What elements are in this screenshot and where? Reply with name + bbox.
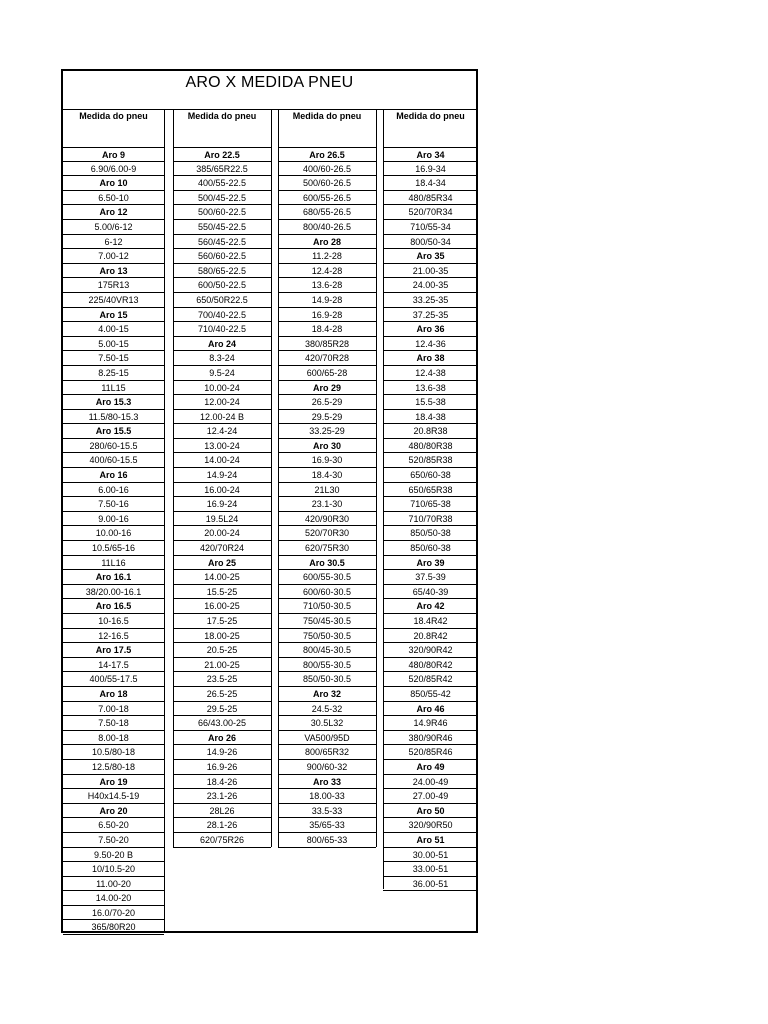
tire-size-cell: 550/45-22.5 — [173, 220, 271, 235]
tire-size-cell: 27.00-49 — [383, 789, 478, 804]
tire-size-cell: 850/50-38 — [383, 526, 478, 541]
tire-size-cell: 710/70R38 — [383, 512, 478, 527]
rim-size-heading: Aro 18 — [63, 687, 164, 702]
tire-size-cell: 500/60-26.5 — [278, 176, 376, 191]
rim-size-heading: Aro 16.5 — [63, 599, 164, 614]
tire-size-cell: 6.90/6.00-9 — [63, 162, 164, 177]
tire-size-cell: 12.5/80-18 — [63, 760, 164, 775]
tire-size-cell: 380/85R28 — [278, 337, 376, 352]
tire-size-cell: 11L15 — [63, 381, 164, 396]
tire-size-cell: 400/60-26.5 — [278, 162, 376, 177]
column-header: Medida do pneu — [187, 111, 257, 121]
rim-size-heading: Aro 15 — [63, 308, 164, 323]
tire-size-cell: 35/65-33 — [278, 818, 376, 833]
tire-size-cell: 37.25-35 — [383, 308, 478, 323]
tire-size-cell: 33.5-33 — [278, 804, 376, 819]
tire-size-cell: 11.2-28 — [278, 249, 376, 264]
tire-size-cell: 7.50-18 — [63, 716, 164, 731]
tire-size-cell: 14.00-20 — [63, 891, 164, 906]
rim-size-heading: Aro 20 — [63, 804, 164, 819]
column-divider — [278, 109, 279, 847]
tire-size-cell: 10/10.5-20 — [63, 862, 164, 877]
tire-size-cell: 700/40-22.5 — [173, 308, 271, 323]
tire-size-cell: 20.8R42 — [383, 629, 478, 644]
tire-size-cell: 21.00-25 — [173, 658, 271, 673]
tire-size-cell: 12.00-24 — [173, 395, 271, 410]
tire-size-cell: 600/55-30.5 — [278, 570, 376, 585]
tire-size-cell: 600/50-22.5 — [173, 278, 271, 293]
tire-size-cell: 280/60-15.5 — [63, 439, 164, 454]
tire-size-cell: 620/75R30 — [278, 541, 376, 556]
tire-size-cell: 710/65-38 — [383, 497, 478, 512]
tire-size-cell: 650/60-38 — [383, 468, 478, 483]
rim-size-heading: Aro 28 — [278, 235, 376, 250]
tire-size-cell: 520/85R46 — [383, 745, 478, 760]
tire-size-cell: 23.5-25 — [173, 672, 271, 687]
tire-size-cell: 800/65R32 — [278, 745, 376, 760]
tire-size-cell: 850/55-42 — [383, 687, 478, 702]
tire-size-table — [61, 69, 478, 933]
tire-size-cell: 18.4-38 — [383, 410, 478, 425]
rim-size-heading: Aro 39 — [383, 556, 478, 571]
rim-size-heading: Aro 15.3 — [63, 395, 164, 410]
rim-size-heading: Aro 49 — [383, 760, 478, 775]
tire-size-cell: 14.9-26 — [173, 745, 271, 760]
tire-size-cell: 7.50-15 — [63, 351, 164, 366]
tire-size-cell: 4.00-15 — [63, 322, 164, 337]
tire-size-cell: 6.00-16 — [63, 483, 164, 498]
tire-size-cell: 18.4-26 — [173, 775, 271, 790]
tire-size-cell: 9.5-24 — [173, 366, 271, 381]
tire-size-cell: 6.50-10 — [63, 191, 164, 206]
tire-size-cell: 13.6-28 — [278, 278, 376, 293]
tire-size-cell: 10.5/65-16 — [63, 541, 164, 556]
tire-size-cell: 26.5-25 — [173, 687, 271, 702]
rim-size-heading: Aro 30.5 — [278, 556, 376, 571]
tire-size-cell: 400/55-22.5 — [173, 176, 271, 191]
tire-size-cell: 14-17.5 — [63, 658, 164, 673]
tire-size-cell: 30.5L32 — [278, 716, 376, 731]
rim-size-heading: Aro 35 — [383, 249, 478, 264]
tire-size-cell: 14.00-25 — [173, 570, 271, 585]
rim-size-heading: Aro 30 — [278, 439, 376, 454]
tire-size-cell: 175R13 — [63, 278, 164, 293]
tire-size-cell: 500/45-22.5 — [173, 191, 271, 206]
tire-size-cell: 20.5-25 — [173, 643, 271, 658]
tire-size-cell: 850/50-30.5 — [278, 672, 376, 687]
tire-size-cell: 20.00-24 — [173, 526, 271, 541]
tire-size-cell: 16.9-28 — [278, 308, 376, 323]
rim-size-heading: Aro 51 — [383, 833, 478, 848]
rim-size-heading: Aro 33 — [278, 775, 376, 790]
tire-size-cell: 28L26 — [173, 804, 271, 819]
tire-size-cell: 16.9-30 — [278, 453, 376, 468]
column-header: Medida do pneu — [79, 111, 148, 121]
tire-size-cell: 420/70R28 — [278, 351, 376, 366]
tire-size-cell: 750/50-30.5 — [278, 629, 376, 644]
tire-size-cell: 16.00-25 — [173, 599, 271, 614]
tire-size-cell: 710/40-22.5 — [173, 322, 271, 337]
tire-size-cell: 800/45-30.5 — [278, 643, 376, 658]
tire-size-cell: 29.5-29 — [278, 410, 376, 425]
tire-size-cell: 225/40VR13 — [63, 293, 164, 308]
column-header: Medida do pneu — [292, 111, 362, 121]
tire-size-cell: 21L30 — [278, 483, 376, 498]
tire-size-cell: 650/65R38 — [383, 483, 478, 498]
rim-size-heading: Aro 16 — [63, 468, 164, 483]
rim-size-heading: Aro 26.5 — [278, 147, 376, 162]
rim-size-heading: Aro 50 — [383, 804, 478, 819]
tire-size-cell: 26.5-29 — [278, 395, 376, 410]
tire-size-cell: 620/75R26 — [173, 833, 271, 848]
tire-size-cell: 560/60-22.5 — [173, 249, 271, 264]
column-rows — [278, 147, 376, 848]
tire-size-cell: 18.00-25 — [173, 629, 271, 644]
rim-size-heading: Aro 16.1 — [63, 570, 164, 585]
tire-size-cell: 36.00-51 — [383, 877, 478, 892]
tire-size-cell: 800/65-33 — [278, 833, 376, 848]
rim-size-heading: Aro 38 — [383, 351, 478, 366]
column-divider — [271, 109, 272, 847]
rim-size-heading: Aro 32 — [278, 687, 376, 702]
tire-size-cell: 8.3-24 — [173, 351, 271, 366]
column-divider — [383, 109, 384, 889]
tire-size-cell: 8.00-18 — [63, 731, 164, 746]
rim-size-heading: Aro 12 — [63, 205, 164, 220]
tire-size-cell: 10-16.5 — [63, 614, 164, 629]
tire-size-cell: 7.50-16 — [63, 497, 164, 512]
tire-size-cell: 800/50-34 — [383, 235, 478, 250]
tire-size-cell: 600/60-30.5 — [278, 585, 376, 600]
tire-size-cell: 33.25-29 — [278, 424, 376, 439]
tire-size-cell: 15.5-38 — [383, 395, 478, 410]
tire-size-cell: 12.4-36 — [383, 337, 478, 352]
tire-size-cell: 5.00/6-12 — [63, 220, 164, 235]
rim-size-heading: Aro 24 — [173, 337, 271, 352]
tire-size-cell: 480/80R38 — [383, 439, 478, 454]
column-rows — [383, 147, 478, 891]
tire-size-cell: 580/65-22.5 — [173, 264, 271, 279]
rim-size-heading: Aro 22.5 — [173, 147, 271, 162]
tire-size-cell: 600/65-28 — [278, 366, 376, 381]
tire-size-cell: 6-12 — [63, 235, 164, 250]
tire-size-cell: 12-16.5 — [63, 629, 164, 644]
tire-size-cell: 15.5-25 — [173, 585, 271, 600]
tire-size-cell: 18.4-28 — [278, 322, 376, 337]
tire-size-cell: 14.9-28 — [278, 293, 376, 308]
tire-size-cell: 710/55-34 — [383, 220, 478, 235]
tire-size-cell: 400/55-17.5 — [63, 672, 164, 687]
rim-size-heading: Aro 29 — [278, 381, 376, 396]
tire-size-cell: 520/85R42 — [383, 672, 478, 687]
tire-size-cell: 480/85R34 — [383, 191, 478, 206]
tire-size-cell: 16.9-34 — [383, 162, 478, 177]
tire-size-cell: 5.00-15 — [63, 337, 164, 352]
tire-size-cell: 14.9R46 — [383, 716, 478, 731]
tire-size-cell: 800/55-30.5 — [278, 658, 376, 673]
tire-size-cell: 38/20.00-16.1 — [63, 585, 164, 600]
tire-size-cell: 520/70R30 — [278, 526, 376, 541]
tire-size-cell: 320/90R42 — [383, 643, 478, 658]
rim-size-heading: Aro 10 — [63, 176, 164, 191]
tire-size-cell: 420/70R24 — [173, 541, 271, 556]
tire-size-cell: 600/55-26.5 — [278, 191, 376, 206]
tire-size-cell: 480/80R42 — [383, 658, 478, 673]
tire-size-cell: VA500/95D — [278, 731, 376, 746]
tire-size-cell: 30.00-51 — [383, 848, 478, 863]
tire-size-cell: 33.25-35 — [383, 293, 478, 308]
tire-size-cell: 24.00-35 — [383, 278, 478, 293]
tire-size-cell: 10.5/80-18 — [63, 745, 164, 760]
tire-size-cell: 900/60-32 — [278, 760, 376, 775]
column-rows — [63, 147, 164, 935]
tire-size-cell: 37.5-39 — [383, 570, 478, 585]
tire-size-cell: 9.00-16 — [63, 512, 164, 527]
rim-size-heading: Aro 19 — [63, 775, 164, 790]
column-divider — [164, 109, 165, 933]
tire-size-cell: 7.00-18 — [63, 702, 164, 717]
tire-size-cell: 10.00-24 — [173, 381, 271, 396]
tire-size-cell: 420/90R30 — [278, 512, 376, 527]
tire-size-cell: 650/50R22.5 — [173, 293, 271, 308]
tire-size-cell: 10.00-16 — [63, 526, 164, 541]
rim-size-heading: Aro 17.5 — [63, 643, 164, 658]
tire-size-cell: 18.00-33 — [278, 789, 376, 804]
tire-size-cell: 24.00-49 — [383, 775, 478, 790]
tire-size-cell: 680/55-26.5 — [278, 205, 376, 220]
rim-size-heading: Aro 9 — [63, 147, 164, 162]
tire-size-cell: 14.9-24 — [173, 468, 271, 483]
tire-size-cell: 12.4-28 — [278, 264, 376, 279]
rim-size-heading: Aro 34 — [383, 147, 478, 162]
tire-size-cell: 28.1-26 — [173, 818, 271, 833]
tire-size-cell: 12.00-24 B — [173, 410, 271, 425]
tire-size-cell: 18.4-30 — [278, 468, 376, 483]
tire-size-cell: 23.1-26 — [173, 789, 271, 804]
tire-size-cell: 800/40-26.5 — [278, 220, 376, 235]
tire-size-cell: 17.5-25 — [173, 614, 271, 629]
rim-size-heading: Aro 13 — [63, 264, 164, 279]
tire-size-cell: 520/70R34 — [383, 205, 478, 220]
tire-size-cell: 13.6-38 — [383, 381, 478, 396]
column-header: Medida do pneu — [396, 111, 465, 121]
rim-size-heading: Aro 36 — [383, 322, 478, 337]
tire-size-cell: 8.25-15 — [63, 366, 164, 381]
tire-size-cell: 850/60-38 — [383, 541, 478, 556]
tire-size-cell: 520/85R38 — [383, 453, 478, 468]
tire-size-cell: 400/60-15.5 — [63, 453, 164, 468]
column-rows — [173, 147, 271, 848]
tire-size-cell: 13.00-24 — [173, 439, 271, 454]
tire-size-cell: 7.00-12 — [63, 249, 164, 264]
tire-size-cell: 65/40-39 — [383, 585, 478, 600]
tire-size-cell: 365/80R20 — [63, 920, 164, 935]
tire-size-cell: 19.5L24 — [173, 512, 271, 527]
tire-size-cell: 16.9-24 — [173, 497, 271, 512]
rim-size-heading: Aro 42 — [383, 599, 478, 614]
tire-size-cell: 23.1-30 — [278, 497, 376, 512]
tire-size-cell: 560/45-22.5 — [173, 235, 271, 250]
tire-size-cell: 11.00-20 — [63, 877, 164, 892]
tire-size-cell: 500/60-22.5 — [173, 205, 271, 220]
tire-size-cell: 24.5-32 — [278, 702, 376, 717]
tire-size-cell: 29.5-25 — [173, 702, 271, 717]
tire-size-cell: 66/43.00-25 — [173, 716, 271, 731]
tire-size-cell: 9.50-20 B — [63, 848, 164, 863]
tire-size-cell: 750/45-30.5 — [278, 614, 376, 629]
tire-size-cell: 12.4-24 — [173, 424, 271, 439]
tire-size-cell: 11.5/80-15.3 — [63, 410, 164, 425]
tire-size-cell: 18.4-34 — [383, 176, 478, 191]
rim-size-heading: Aro 46 — [383, 702, 478, 717]
tire-size-cell: 33.00-51 — [383, 862, 478, 877]
tire-size-cell: 7.50-20 — [63, 833, 164, 848]
page-title: ARO X MEDIDA PNEU — [63, 71, 476, 110]
rim-size-heading: Aro 26 — [173, 731, 271, 746]
tire-size-cell: 16.0/70-20 — [63, 906, 164, 921]
tire-size-cell: 21.00-35 — [383, 264, 478, 279]
tire-size-cell: 18.4R42 — [383, 614, 478, 629]
rim-size-heading: Aro 15.5 — [63, 424, 164, 439]
tire-size-cell: 16.00-24 — [173, 483, 271, 498]
tire-size-cell: 320/90R50 — [383, 818, 478, 833]
rim-size-heading: Aro 25 — [173, 556, 271, 571]
tire-size-cell: 16.9-26 — [173, 760, 271, 775]
tire-size-cell: 20.8R38 — [383, 424, 478, 439]
tire-size-cell: 14.00-24 — [173, 453, 271, 468]
tire-size-cell: 710/50-30.5 — [278, 599, 376, 614]
tire-size-cell: 12.4-38 — [383, 366, 478, 381]
tire-size-cell: H40x14.5-19 — [63, 789, 164, 804]
tire-size-cell: 6.50-20 — [63, 818, 164, 833]
column-divider — [173, 109, 174, 847]
tire-size-cell: 11L16 — [63, 556, 164, 571]
tire-size-cell: 385/65R22.5 — [173, 162, 271, 177]
tire-size-cell: 380/90R46 — [383, 731, 478, 746]
column-divider — [376, 109, 377, 847]
